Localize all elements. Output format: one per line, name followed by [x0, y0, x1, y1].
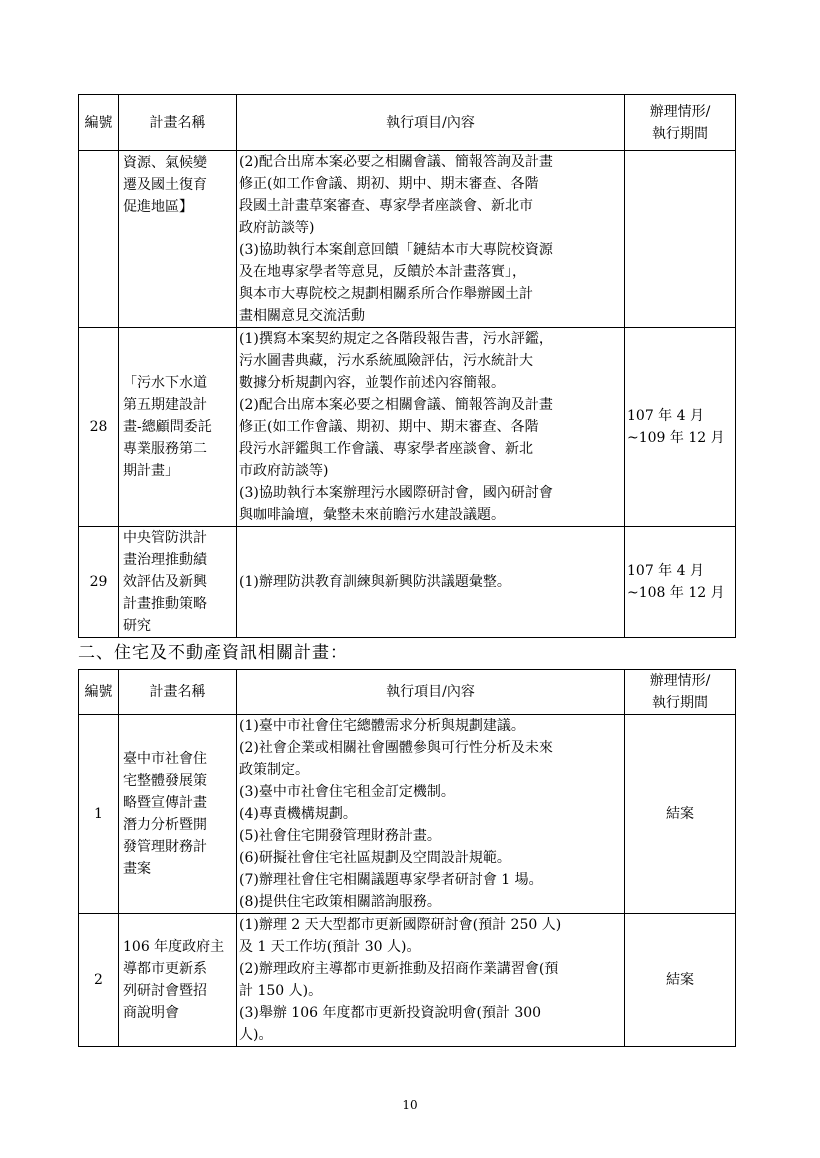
- project-items: [237, 328, 625, 527]
- row-number: 28: [79, 328, 119, 527]
- project-items: [237, 151, 625, 328]
- header-status-line2: 執行期間: [652, 125, 708, 142]
- table-row: [79, 914, 736, 1047]
- project-name-line: 發管理財務計: [123, 839, 207, 855]
- item-entry: [239, 781, 622, 803]
- project-name-line: 臺中市社會住: [123, 751, 207, 767]
- item-entry: [239, 1002, 622, 1046]
- project-name-line: 列研討會暨招: [123, 983, 207, 999]
- item-entry: [239, 891, 622, 913]
- project-name-line: 106 年度政府主: [123, 939, 225, 955]
- item-entry: [239, 328, 622, 394]
- row-number: 1: [79, 715, 119, 914]
- status-line: 107 年 4 月: [627, 563, 704, 579]
- table-row: [79, 151, 736, 328]
- table-row: [79, 715, 736, 914]
- header-status-line1: 辦理情形/: [649, 103, 711, 120]
- header-items: 執行項目/內容: [237, 95, 625, 151]
- item-entry: [239, 869, 622, 891]
- status-line: 107 年 4 月: [627, 408, 704, 424]
- item-line: 及 1 天工作坊(預計 30 人)。: [239, 939, 421, 955]
- item-entry: [239, 825, 622, 847]
- item-line: 修正(如工作會議、期初、期中、期末審查、各階: [239, 176, 539, 192]
- page-number: 10: [402, 1098, 418, 1112]
- item-line: (1)撰寫本案契約規定之各階段報告書，污水評鑑，: [239, 331, 553, 347]
- item-line: 段國土計畫草案審查、專家學者座談會、新北市: [239, 198, 533, 214]
- item-line: 段污水評鑑與工作會議、專家學者座談會、新北: [239, 441, 533, 457]
- item-line: (7)辦理社會住宅相關議題專家學者研討會 1 場。: [239, 872, 543, 888]
- item-line: (6)研擬社會住宅社區規劃及空間設計規範。: [239, 850, 511, 866]
- item-entry: [239, 151, 622, 239]
- header-no: 編號: [79, 670, 119, 715]
- item-entry: [239, 914, 622, 958]
- project-items: [237, 914, 625, 1047]
- row-number: 2: [79, 914, 119, 1047]
- item-line: 與咖啡論壇，彙整未來前瞻污水建設議題。: [239, 507, 505, 523]
- item-line: (1)辦理防洪教育訓練與新興防洪議題彙整。: [239, 574, 511, 590]
- item-entry: [239, 847, 622, 869]
- header-name: 計畫名稱: [119, 95, 237, 151]
- item-entry: [239, 394, 622, 482]
- project-name-line: 遷及國土復育: [123, 177, 207, 193]
- project-name-line: 導都市更新系: [123, 961, 207, 977]
- header-name: 計畫名稱: [119, 670, 237, 715]
- project-name-line: 專業服務第二: [123, 441, 207, 457]
- project-name-line: 計畫推動策略: [123, 596, 207, 612]
- header-items: 執行項目/內容: [237, 670, 625, 715]
- item-line: 市政府訪談等): [239, 463, 329, 479]
- item-line: 計 150 人)。: [239, 983, 323, 999]
- project-status: [625, 914, 736, 1047]
- item-line: 人)。: [239, 1027, 273, 1043]
- project-status: [625, 527, 736, 638]
- item-entry: [239, 958, 622, 1002]
- status-line: 結案: [666, 806, 694, 822]
- item-line: (8)提供住宅政策相關諮詢服務。: [239, 894, 441, 910]
- item-entry: [239, 239, 622, 327]
- project-name-line: 效評估及新興: [123, 574, 207, 590]
- item-line: (2)辦理政府主導都市更新推動及招商作業講習會(預: [239, 961, 559, 977]
- item-entry: [239, 715, 622, 737]
- item-line: 數據分析規劃內容，並製作前述內容簡報。: [239, 375, 505, 391]
- item-line: 與本市大專院校之規劃相關系所合作舉辦國土計: [239, 286, 533, 302]
- item-line: (1)臺中市社會住宅總體需求分析與規劃建議。: [239, 718, 525, 734]
- header-status: [625, 670, 736, 715]
- table-row: [79, 328, 736, 527]
- item-line: (2)社會企業或相關社會團體參與可行性分析及未來: [239, 740, 553, 756]
- project-name-line: 中央管防洪計: [123, 530, 207, 546]
- item-line: 修正(如工作會議、期初、期中、期末審查、各階: [239, 419, 539, 435]
- project-name-line: 畫案: [123, 861, 151, 877]
- project-status: [625, 328, 736, 527]
- project-items: [237, 715, 625, 914]
- project-name-line: 畫-總顧問委託: [123, 419, 212, 435]
- project-name-line: 期計畫」: [123, 463, 179, 479]
- project-name: [119, 328, 237, 527]
- table-header-row: [79, 670, 736, 715]
- project-name: [119, 914, 237, 1047]
- project-name: [119, 527, 237, 638]
- row-number: 29: [79, 527, 119, 638]
- status-line: 結案: [666, 972, 694, 988]
- item-line: 污水圖書典藏，污水系統風險評估，污水統計大: [239, 353, 533, 369]
- project-name: [119, 715, 237, 914]
- project-name: [119, 151, 237, 328]
- header-status: [625, 95, 736, 151]
- item-line: (3)舉辦 106 年度都市更新投資說明會(預計 300: [239, 1005, 542, 1021]
- item-line: 及在地專家學者等意見，反饋於本計畫落實」，: [239, 264, 526, 280]
- table-row: [79, 527, 736, 638]
- section-title: 二、住宅及不動產資訊相關計畫：: [78, 643, 348, 663]
- project-status: [625, 151, 736, 328]
- item-line: (2)配合出席本案必要之相關會議、簡報答詢及計畫: [239, 154, 553, 170]
- projects-table-1: [78, 94, 736, 638]
- item-line: (3)協助執行本案創意回饋「鏈結本市大專院校資源: [239, 242, 553, 258]
- project-name-line: 研究: [123, 618, 151, 634]
- row-number: [79, 151, 119, 328]
- item-line: (5)社會住宅開發管理財務計畫。: [239, 828, 441, 844]
- project-name-line: 促進地區】: [123, 199, 193, 215]
- item-line: (3)協助執行本案辦理污水國際研討會，國內研討會: [239, 485, 553, 501]
- table-header-row: [79, 95, 736, 151]
- project-name-line: 宅整體發展策: [123, 773, 207, 789]
- project-name-line: 資源、氣候變: [123, 155, 207, 171]
- project-items: [237, 527, 625, 638]
- status-line: ~108 年 12 月: [627, 585, 725, 601]
- project-name-line: 「污水下水道: [123, 375, 207, 391]
- projects-table-2: [78, 669, 736, 1047]
- item-line: 政策制定。: [239, 762, 309, 778]
- item-entry: [239, 737, 622, 781]
- project-name-line: 潛力分析暨開: [123, 817, 207, 833]
- project-name-line: 商說明會: [123, 1005, 179, 1021]
- header-no: 編號: [79, 95, 119, 151]
- item-entry: [239, 482, 622, 526]
- project-name-line: 畫治理推動績: [123, 552, 207, 568]
- status-line: ~109 年 12 月: [627, 430, 725, 446]
- item-entry: [239, 803, 622, 825]
- project-name-line: 略暨宣傳計畫: [123, 795, 207, 811]
- item-entry: [239, 571, 622, 593]
- item-line: (2)配合出席本案必要之相關會議、簡報答詢及計畫: [239, 397, 553, 413]
- project-name-line: 第五期建設計: [123, 397, 207, 413]
- project-status: [625, 715, 736, 914]
- header-status-line2: 執行期間: [652, 695, 708, 711]
- item-line: 畫相關意見交流活動: [239, 308, 365, 324]
- item-line: (3)臺中市社會住宅租金訂定機制。: [239, 784, 455, 800]
- item-line: (1)辦理 2 天大型都市更新國際研討會(預計 250 人): [239, 917, 562, 933]
- header-status-line1: 辦理情形/: [649, 673, 711, 689]
- item-line: 政府訪談等): [239, 220, 315, 236]
- item-line: (4)專責機構規劃。: [239, 806, 357, 822]
